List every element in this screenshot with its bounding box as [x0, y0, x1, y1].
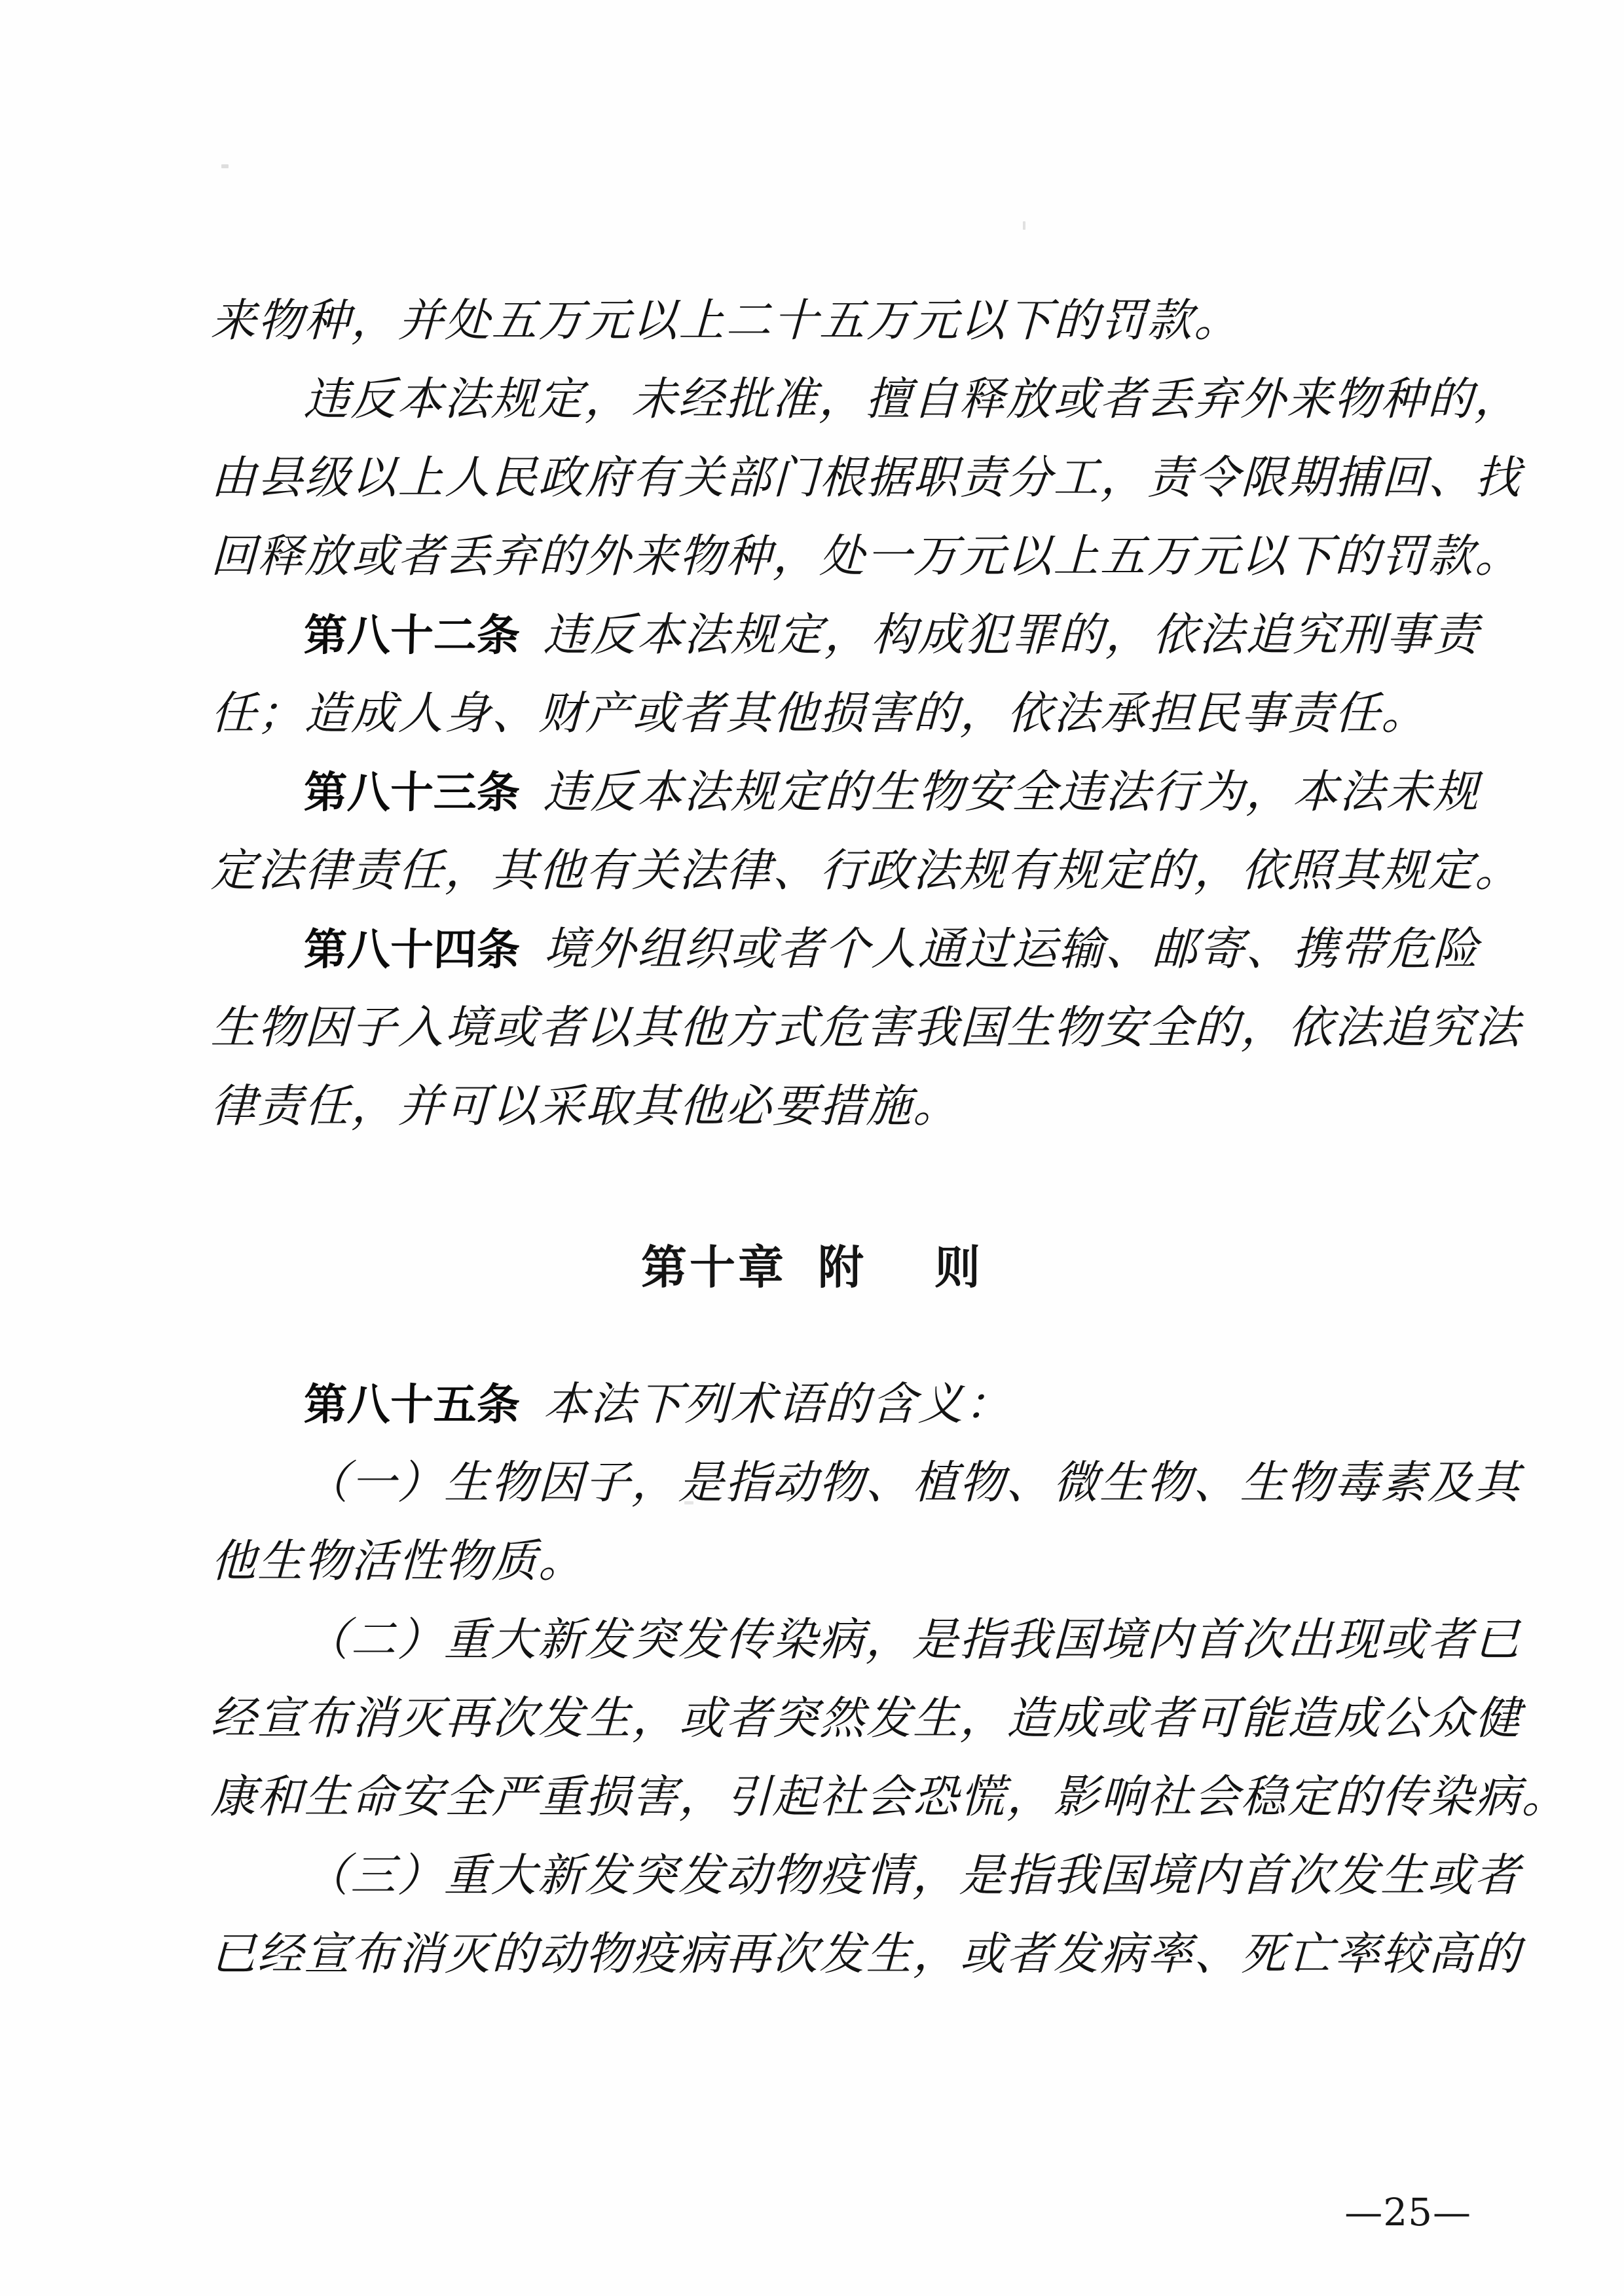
chapter-number: 第十章 — [641, 1241, 786, 1294]
body-line-text: 经宣布消灭再次发生，或者突然发生，造成或者可能造成公众健 — [210, 1692, 1523, 1745]
body-line-text: 已经宣布消灭的动物疫病再次发生，或者发病率、死亡率较高的 — [210, 1928, 1523, 1980]
body-line: 来物种，并处五万元以上二十五万元以下的罚款。 — [210, 295, 1242, 347]
body-line — [210, 989, 1523, 1067]
article-line-text: 境外组织或者个人通过运输、邮寄、携带危险 — [542, 923, 1481, 975]
enumerated-item-line: （二）重大新发突发传染病，是指我国境内首次出现或者已 — [303, 1614, 1522, 1666]
body-line — [210, 1679, 1523, 1758]
body-line: 律责任，并可以采取其他必要措施。 — [210, 1080, 961, 1133]
body-line: 任；造成人身、财产或者其他损害的，依法承担民事责任。 — [210, 687, 1430, 740]
enumerated-item-line: （一）生物因子，是指动物、植物、微生物、生物毒素及其 — [303, 1457, 1522, 1509]
body-line: 违反本法规定，未经批准，擅自释放或者丢弃外来物种的， — [303, 373, 1522, 426]
body-line-text: 由县级以上人民政府有关部门根据职责分工，责令限期捕回、找 — [210, 452, 1523, 504]
article-marker-85: 第八十五条 — [303, 1379, 521, 1430]
chapter-heading — [0, 1231, 1624, 1297]
article-marker-82: 第八十二条 — [303, 610, 521, 661]
chapter-title-second: 则 — [934, 1241, 983, 1294]
chapter-title-first: 附 — [818, 1241, 866, 1294]
body-line: 定法律责任，其他有关法律、行政法规有规定的，依照其规定。 — [210, 845, 1523, 897]
body-line-text: 生物因子入境或者以其他方式危害我国生物安全的，依法追究法 — [210, 1002, 1523, 1054]
scan-artifact-speck — [221, 164, 229, 168]
enumerated-item-line: （三）重大新发突发动物疫情，是指我国境内首次发生或者 — [303, 1850, 1522, 1902]
article-line — [210, 1365, 1390, 1444]
body-line — [210, 1915, 1523, 1994]
article-marker-83: 第八十三条 — [303, 767, 521, 818]
body-line — [210, 439, 1523, 517]
article-line — [210, 910, 1481, 989]
article-line-text: 本法下列术语的含义： — [542, 1378, 1013, 1430]
body-line: 他生物活性物质。 — [210, 1535, 587, 1588]
article-line — [210, 596, 1481, 674]
body-line: 康和生命安全严重损害，引起社会恐慌，影响社会稳定的传染病。 — [210, 1771, 1570, 1823]
page-number: —25— — [1344, 2190, 1471, 2234]
article-line-text: 违反本法规定的生物安全违法行为，本法未规 — [542, 766, 1481, 818]
body-text-upper — [210, 282, 1523, 1146]
scan-artifact-speck-secondary — [1023, 221, 1025, 230]
article-line-text: 违反本法规定，构成犯罪的，依法追究刑事责 — [542, 609, 1481, 661]
article-marker-84: 第八十四条 — [303, 924, 521, 975]
body-line: 回释放或者丢弃的外来物种，处一万元以上五万元以下的罚款。 — [210, 530, 1523, 583]
article-line — [210, 753, 1481, 831]
body-text-lower — [210, 1365, 1570, 1994]
